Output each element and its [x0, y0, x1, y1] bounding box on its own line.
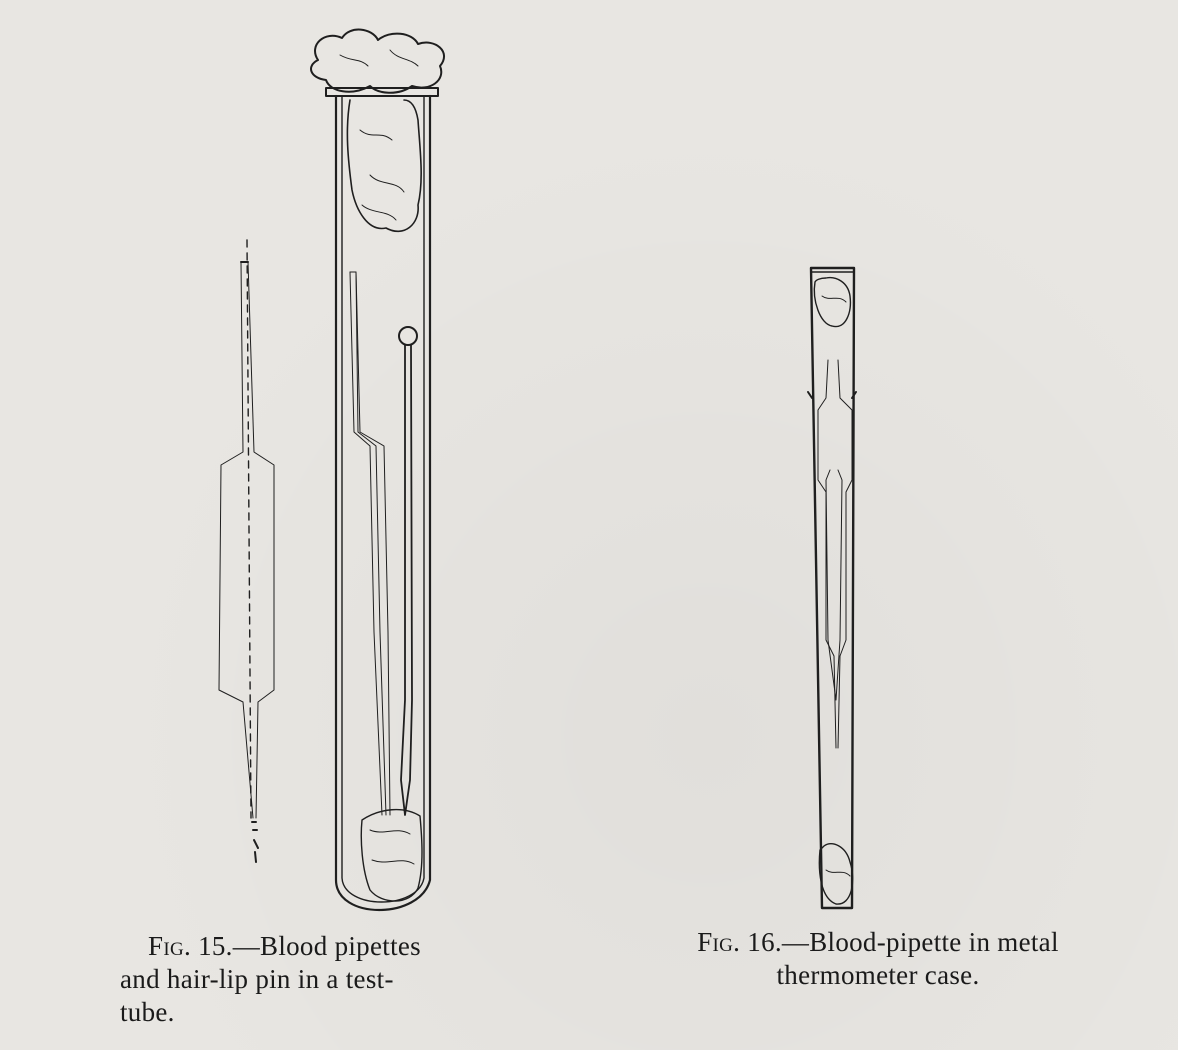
figure-16-caption-line-1: —Blood-pipette in metal [781, 927, 1059, 957]
figure-16-label: Fig. 16. [697, 927, 782, 957]
blood-pipette-illustration [219, 240, 274, 862]
figure-15-caption-line-3: tube. [120, 997, 175, 1027]
figure-15-caption-line-1: —Blood pipettes [232, 931, 421, 961]
figure-16-caption-line-2: thermometer case. [776, 960, 980, 990]
figure-15-caption-line-2: and hair-lip pin in a test- [120, 964, 394, 994]
test-tube-illustration [311, 30, 444, 910]
thermometer-case-illustration [808, 268, 856, 908]
figure-15-caption [120, 930, 540, 1029]
figure-15-label: Fig. 15. [148, 931, 233, 961]
figure-16-caption [618, 926, 1138, 992]
